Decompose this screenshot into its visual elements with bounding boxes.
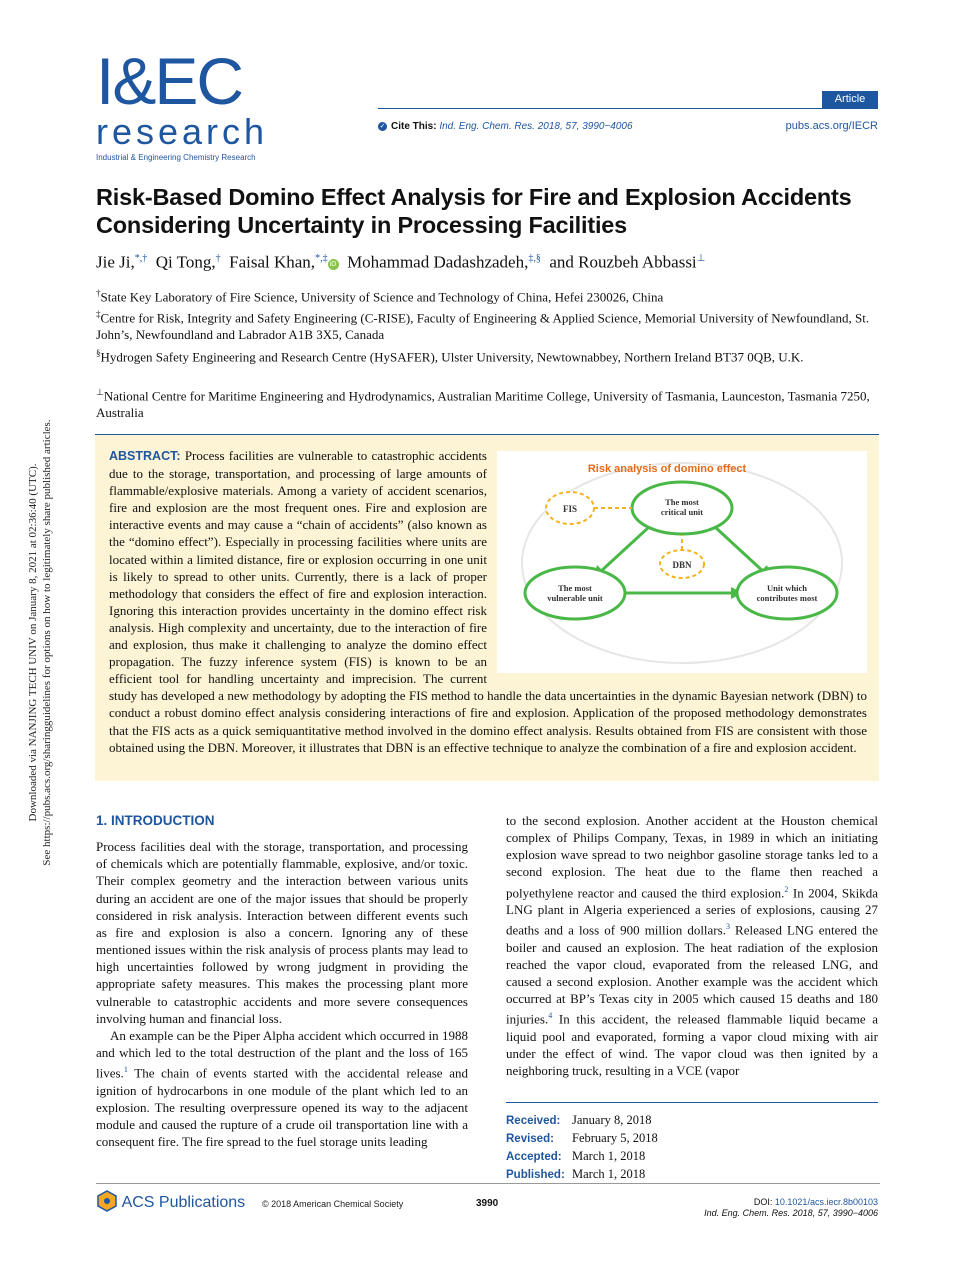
doi-line: [704, 1197, 878, 1208]
abstract: [109, 447, 867, 756]
reference-link[interactable]: 4: [548, 1011, 553, 1021]
paragraph: [506, 812, 878, 1079]
article-dates: [506, 1112, 658, 1184]
date-label: Published:: [506, 1169, 565, 1181]
date-row: [506, 1148, 658, 1166]
reference-link[interactable]: 1: [123, 1065, 128, 1075]
domino-diagram: [497, 451, 867, 673]
node-contributor-label: Unit which contributes most: [756, 583, 818, 603]
affiliation-text: State Key Laboratory of Fire Science, University of Science and Technology of China, Hefei 230026, China: [100, 289, 664, 305]
paragraph: [96, 1027, 468, 1150]
author-name[interactable]: Jie Ji,: [96, 252, 135, 272]
dates-rule: [506, 1102, 878, 1103]
reference-link[interactable]: 2: [784, 884, 789, 894]
toc-graphic: [497, 451, 867, 673]
affiliation: [96, 306, 881, 343]
affiliation: [96, 285, 881, 305]
date-row: [506, 1112, 658, 1130]
affiliation-mark: ⊥: [96, 387, 104, 397]
paragraph-text: Released LNG entered the boiler and caused an explosion. The heat radiation of the explosion reached the vapor cloud, evaporated from the released LNG, and caused a second explosion. Another example was the accident which occurred at BP’s Texas city in 2005 which caused 15 deaths and 180 injuries.: [506, 922, 878, 1027]
date-value: January 8, 2018: [572, 1113, 652, 1127]
author-name[interactable]: Qi Tong,: [155, 252, 216, 272]
author-marks: *,†: [134, 253, 148, 264]
node-vulnerable-label: The most vulnerable unit: [547, 583, 603, 603]
date-value: March 1, 2018: [572, 1167, 646, 1181]
affiliation-text: National Centre for Maritime Engineering and Hydrodynamics, Australian Maritime College, University of Tasmania, Launceston, Tasmania 7250, Australia: [96, 388, 870, 421]
citation-text: Ind. Eng. Chem. Res. 2018, 57, 3990−4006: [704, 1208, 878, 1218]
reference-link[interactable]: 3: [725, 922, 730, 932]
author-list: [96, 248, 705, 274]
affiliation-mark: ‡: [96, 309, 101, 319]
date-value: February 5, 2018: [572, 1131, 658, 1145]
affiliation-mark: †: [96, 288, 101, 298]
paragraph-text: In this accident, the released flammable liquid became a liquid pool and evaporated, forming a vapor cloud mixing with air under the effect of wind. The vapor cloud was then ignited by a neighboring truck, resulting in a VCE (vapor: [506, 1011, 878, 1079]
body-column-left: [96, 812, 468, 1150]
download-notice-line2: See https://pubs.acs.org/sharingguidelines for options on how to legitimately share published articles.: [41, 419, 53, 866]
journal-logo-subtitle: Industrial & Engineering Chemistry Research: [96, 153, 256, 162]
date-row: [506, 1166, 658, 1184]
node-critical-label: The most critical unit: [660, 497, 704, 517]
download-notice: [6, 395, 53, 890]
affiliation-text: Hydrogen Safety Engineering and Research Centre (HySAFER), Ulster University, Newtownabbey, Northern Ireland BT37 0QB, U.K.: [100, 349, 804, 365]
copyright: © 2018 American Chemical Society: [262, 1199, 404, 1209]
paragraph-text: The chain of events started with the accidental release and ignition of hydrocarbons in one module of the plant which led to an explosion. The resulting overpressure opened its way to the adjacent module and caused the rupture of a crude oil transportation line with a consequent fire. The fire spread to the fuel storage units leading: [96, 1065, 468, 1150]
acs-publications-logo[interactable]: [96, 1190, 245, 1212]
author-name[interactable]: Mohammad Dadashzadeh,: [347, 252, 529, 272]
cite-label: Cite This:: [391, 121, 437, 132]
author-marks: †: [215, 253, 221, 264]
orcid-icon[interactable]: iD: [328, 259, 339, 270]
journal-url-link[interactable]: pubs.acs.org/IECR: [785, 120, 878, 132]
affiliation-text: Centre for Risk, Integrity and Safety Engineering (C-RISE), Faculty of Engineering & Applied Science, Memorial University of Newfoundland, St. John’s, Newfoundland and Labrador A1B 3X5, Canada: [96, 310, 870, 343]
cite-text: Ind. Eng. Chem. Res. 2018, 57, 3990−4006: [439, 121, 633, 132]
citation-line: [704, 1208, 878, 1219]
fis-tag-label: FIS: [562, 504, 578, 514]
cite-this-link[interactable]: [378, 121, 633, 132]
footer-rule: [96, 1183, 880, 1184]
date-row: [506, 1130, 658, 1148]
abstract-text: Process facilities are vulnerable to catastrophic accidents due to the storage, transportation, and processing of large amounts of flammable/explosive materials. Among a variety of accident scenarios, fire and explosion are the most frequent ones. Fire and explosion are interactive events and may cause a “chain of accidents” (also known as the “domino effect”). Especially in processing facilities where units are located within a limited distance, fire or explosion occurring in one unit is likely to spread to other units. Currently, there is a lack of proper methodology that considers the effect of fire and explosion interaction. Ignoring this interaction provides uncertainty in the domino effect risk analysis. High complexity and uncertainty, due to the interaction of fire and explosion, thus make it challenging to analyze the domino effect propagation. The fuzzy inference system (FIS) is known to be an efficient tool for handling uncertainty and imprecision. The current study has developed a new methodology by adopting the FIS method to handle the data uncertainties in the dynamic Bayesian network (DBN) to conduct a robust domino effect analysis considering interactions of fire and explosion. Application of the proposed methodology demonstrates that the FIS acts as a quick semiquantitative method involved in the domino effect analysis. Results obtained from FIS are consistent with those obtained using the DBN. Moreover, it illustrates that DBN is an effective technique to analyze the combination of a fire and explosion accident.: [109, 448, 867, 755]
check-icon: ✓: [379, 123, 386, 130]
date-label: Revised:: [506, 1133, 554, 1145]
download-notice-line1: Downloaded via NANJING TECH UNIV on January 8, 2021 at 02:36:40 (UTC).: [27, 463, 39, 822]
author-name[interactable]: and Rouzbeh Abbassi: [549, 252, 697, 272]
doi-label: DOI:: [753, 1197, 773, 1207]
author-name[interactable]: Faisal Khan,: [229, 252, 316, 272]
date-label: Accepted:: [506, 1151, 562, 1163]
dbn-tag-label: DBN: [672, 560, 692, 570]
paragraph-text: In 2004, Skikda LNG plant in Algeria experienced a series of explosions, causing 27 deaths and a loss of 900 million dollars.: [506, 884, 878, 938]
page-number: 3990: [476, 1198, 499, 1209]
paragraph-text: to the second explosion. Another accident at the Houston chemical complex of Philips Company, Texas, in 1989 in which an initiating explosion wave spread to two neighbor gasoline storage tanks led to a second explosion. The heat due to the flame then reached a polyethylene reactor and caused the third explosion.: [506, 813, 878, 900]
affiliation-mark: §: [96, 348, 101, 358]
author-marks: ⊥: [696, 253, 706, 264]
author-marks: *,‡: [315, 253, 328, 264]
journal-logo-research: research: [96, 111, 269, 152]
section-heading: 1. INTRODUCTION: [96, 813, 215, 828]
author-marks: ‡,§: [528, 253, 541, 264]
paragraph-text: An example can be the Piper Alpha accident which occurred in 1988 and which led to the total destruction of the plant and the loss of 165 lives.: [96, 1027, 468, 1081]
abstract-box: [95, 434, 879, 781]
publisher-name: ACS Publications: [121, 1194, 246, 1211]
affiliation: [96, 384, 881, 421]
header-rule: [378, 108, 878, 109]
affiliation: [96, 345, 881, 365]
diagram-title: Risk analysis of domino effect: [587, 463, 747, 475]
abstract-label: ABSTRACT:: [109, 449, 181, 463]
article-type-badge: Article: [822, 91, 878, 108]
journal-logo-top: I&EC: [96, 44, 243, 118]
acs-hexagon-icon: [96, 1190, 118, 1212]
article-title: Risk-Based Domino Effect Analysis for Fire and Explosion Accidents Considering Uncertainty in Processing Facilities: [96, 184, 852, 238]
doi-block: [704, 1197, 878, 1219]
date-value: March 1, 2018: [572, 1149, 646, 1163]
body-column-right: [506, 812, 878, 1079]
date-label: Received:: [506, 1115, 561, 1127]
doi-link[interactable]: 10.1021/acs.iecr.8b00103: [774, 1197, 878, 1207]
paragraph: Process facilities deal with the storage, transportation, and processing of chemicals which are potentially flammable, explosive, and/or toxic. Their complex geometry and the interaction between various units during an accident are one of the major issues that should be properly considered in risk analysis. Interaction between different events such as fire and explosion is also a concern. Ignoring any of these mentioned issues within the risk analysis of process plants may lead to high uncertainties followed by wrong judgment in providing the appropriate safety measures. This makes the processing plant more vulnerable to catastrophic accidents and more severe consequences involving human and financial loss.: [96, 839, 468, 1026]
